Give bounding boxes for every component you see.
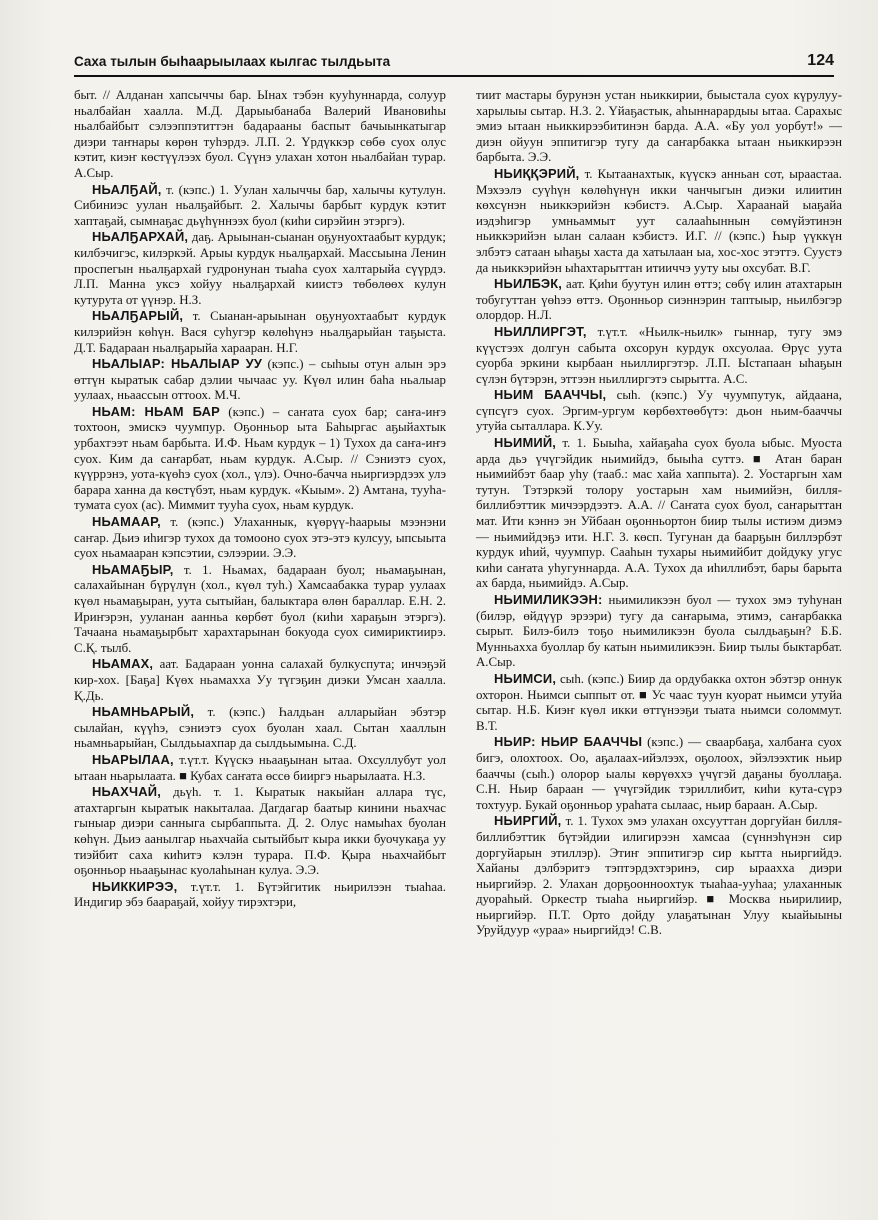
dictionary-entry	[74, 356, 446, 404]
entry-headword: НЬАЛЫАР: НЬАЛЫАР УУ	[92, 356, 263, 372]
entry-headword: НЬАРЫЛАА,	[92, 751, 174, 767]
entry-headword: НЬАМ: НЬАМ БАР	[92, 403, 220, 419]
dictionary-entry	[476, 166, 842, 276]
entry-headword: НЬАМАҔЫР,	[92, 561, 174, 577]
entry-definition: быт. // Алданан хапсыччы бар. Ынах тэбэн кууһуннарда, солуур ньалбайан хаалла. М.Д. Дарыыбанаба Валерий Ивановиһы ньалбайбыт сэлээппэтиттэн бадарааны баспыт бачыынкатыгар диэри таҥнары көрөн туһэрдэ. Л.П. 2. Үрдүккэр сөбө суох олус кэтит, киэҥ көстүүлээх буол. Сүүнэ улахан хотон ньалбайан турар. А.Сыр.	[74, 88, 446, 180]
entry-definition: (кэпс.) – сыһыы отун алын эрэ өттүн кыратык сабар дэлии чычаас уу. Күөл илин баһа ньалыар уулаах, ньаассын оттоох. М.Ч.	[74, 357, 446, 403]
dictionary-entry	[476, 592, 842, 671]
entry-headword: НЬАЛҔАРЫЙ,	[92, 308, 184, 324]
dictionary-entry	[74, 752, 446, 784]
entry-headword: НЬАМНЬАРЫЙ,	[92, 704, 195, 720]
dictionary-entry	[74, 784, 446, 879]
dictionary-entry	[476, 813, 842, 939]
entry-headword: НЬИМ БААЧЧЫ,	[494, 387, 607, 403]
entry-headword: НЬИРГИЙ,	[494, 813, 562, 829]
header-rule	[74, 75, 834, 77]
dictionary-entry	[476, 734, 842, 813]
page-number: 124	[807, 52, 834, 69]
left-column	[74, 88, 446, 911]
dictionary-entry	[476, 324, 842, 387]
entry-headword: НЬИМИЙ,	[494, 435, 557, 451]
entry-definition: (кэпс.) – саҥата суох бар; саҥа-иҥэ тохтоон, эмискэ чуумпур. Оҕонньор ыта Баһыргас аҕыйахтык урбахтээт ньам барбыта. И.Ф. Ньам курдук – 1) Тухох да саҥа-иҥэ суох. Ким да саҥарбат, ньам курдук. А.Сыр. // Сэниэтэ суох, күүррэнэ, уота-күөһэ суох (хол., үлэ). Очно-бачча ньиргиэрдээх улэ барара ханна да көстүбэт, ньам курдук. «Кыым». 2) Амтана, тууһа-тумата суох (ас). Миммит тууһа суох, ньам курдук.	[74, 404, 446, 513]
entry-definition: сыһ. (кэпс.) Биир да ордубакка охтон эбэтэр оннук охторон. Ньимси сыппыт от. ■ Ус чаас туун куорат ньимси утуйа сытар. Н.Б. Киэҥ күөл икки өттүнээҕи тыата ньимси соломмут. В.Т.	[476, 671, 842, 733]
dictionary-entry	[476, 435, 842, 592]
dictionary-entry	[74, 308, 446, 356]
entry-headword: НЬИЛЛИРГЭТ,	[494, 323, 587, 339]
entry-definition: ньимиликээн буол — тухох эмэ туһунан (билэр, өйдүүр эрээри) тугу да саҥарыма, этимэ, саҥарбакка сырыт. Билэ-билэ тоҕо ньимиликээн буола сылдьаҕын? Б.Б. Мунньахха буоллар бу катын ньимиликээн. Биир тылы быктарбат. А.Сыр.	[476, 593, 842, 670]
dictionary-entry	[74, 704, 446, 752]
entry-definition: т. (кэпс.) Улаханнык, күөрүү-һаарыы мээнэни саҥар. Дьиэ иһигэр тухох да томооно суох этэ-этэ кулсуу, ыпсыыта суох ньамааран кэпсэтии, сэлээрии. Э.Э.	[74, 515, 446, 561]
entry-definition: т. 1. Быыһа, хайаҕаһа суох буола ыбыс. Муоста арда дьэ үчүгэйдик ньимийдэ, быыһа суттэ. ■ Атан баран ньимийбэт баар уһу (тааб.: мас хайа хаппыта). 2. Уостаргын хам тутун. Тэтэркэй толору уостарын хам ньимийэн, билля-биллибэттик мичээрдээтэ. А.А. // Саҥата суох буол, саҥарыттан мат. Ити кэннэ эн Уйбаан оҕонньортон биир тылы истиэм диэмэ — ньимийдэҕэ ити. Н.Г. 3. көсп. Тугунан да баарҕын биллэрбэт курдук иһий, чуумпур. Сааһын тухары ньимийбит дойдуку угус киһи саҥата уһугуннарда. А.А. Тухох да иһиллибэт, бары барыта ах барда, ньимийдэ. А.Сыр.	[476, 436, 842, 591]
entry-definition: даҕ. Арыынан-сыанан оҕунуохтаабыт курдук; килбэчигэс, килэркэй. Арыы курдук ньалҕархай. Массыына Ленин проспегын ньалҕархай гудронунан тыаһа суох халтарыйа сүүрдэ. Л.П. Манна уксэ хойуу ньалҕархай киистэ төбөлөөх кулун кутурута от үүнэр. Н.З.	[74, 230, 446, 307]
dictionary-entry	[74, 656, 446, 704]
dictionary-entry	[74, 514, 446, 562]
entry-definition: аат. Қиһи буутун илин өттэ; сөбү илин атахтарын тобугуттан үөһээ өттэ. Оҕонньор сиэннэрин таптыыр, ньилбэгэр олордор. Н.Л.	[476, 277, 842, 323]
entry-definition: тиит мастары бурунэн устан ньиккирии, быыстала суох күрулуу-харылыы сытар. Н.З. 2. Үйаҕастык, аһыннарардыы ытаа. Сарахыс эмиэ ытаан ньиккирээбитинэн барда. А.А. «Бу уол уорбут!» — диэн ойуун эппитигэр тугу да саҥарбакка ытаан ньиккирээн барбыта. Э.Э.	[476, 88, 842, 165]
entry-headword: НЬИМИЛИКЭЭН:	[494, 592, 603, 607]
dictionary-entry	[74, 88, 446, 182]
running-head	[74, 52, 834, 74]
entry-definition: т. 1. Тухох эмэ улахан охсууттан доргуйан билля-биллибэттик бүтэйдии илигирээн хамсаа (сүннэһүнэн сир доргуйарын этиллэр). Этиҥ эппитигэр сир кытта ньиргийдэ. Хайаны дэлбэритэ тэптэрдэхтэринэ, сир ыраахха диэри ньиргийэр. 2. Улахан дорҕоонноохтук тыаһаа-ууһаа; улаханнык дуораһый. Оркестр тыаһа ньиргийэр. ■ Москва ньирилиир, ньиргийэр. П.Т. Орто дойду улаҕатынан Улуу кыайыыны Уруйдуур «ураа» ньиргийдэ! С.В.	[476, 814, 843, 938]
entry-headword: НЬИР: НЬИР БААЧЧЫ	[494, 734, 643, 750]
entry-definition: т. (кэпс.) 1. Уулан халыччы бар, халычы кутулун. Сибиниэс уулан ньалҕайбыт. 2. Халычы барбыт курдук кэтит хаптаҕай, сымнаҕас дьүһүннээх буол (киһи сирэйин этэргэ).	[74, 182, 446, 228]
entry-headword: НЬИМСИ,	[494, 670, 557, 686]
entry-definition: (кэпс.) — сваарбаҕа, халбаҥа суох бигэ, олохтоох. Оо, аҕалаах-ийэлээх, оҕолоох, эйэлээхтик ньир бааччы (сыһ.) олорор ыалы көрүөххэ үчүгэй даҕаны буоллаҕа. С.Н. Ньир бараан — үчүгэйдик тэриллибит, киһи кута-сүрэ тохтуур. Букай оҕонньор ураһата сылаас, ньир бараан. А.Сыр.	[476, 735, 842, 812]
entry-definition: т. 1. Ньамах, бадараан буол; ньамаҕынан, салахайынан бүрүлүн (хол., күөл туһ.) Хамсаабакка турар уулаах күөл ньамаҕыран, уута сытыйан, балыктара өлөн бараллар. Е.Н. 2. Ириҥэрэн, ууланан аанньа көрбөт буол (киһи хараҕын этэргэ). Тачаана ньамаҕырбыт харахтарынан бокуода суох симириктиирэ. С.Қ. тылб.	[74, 562, 446, 655]
entry-definition: т.үт.т. «Ньилк-ньилк» гыннар, тугу эмэ күүстээх долгун сабыта охсорун курдук охсуолаа. Өрүс уута суорба эркини кырбаан ньиллиргэтэр. Л.П. Ыстапаан ыһаҕын сүлэн бүтэрэн, эттээн ньиллиргэтэ сырытта. А.С.	[476, 324, 842, 386]
dictionary-entry	[74, 562, 446, 657]
entry-definition: т. (кэпс.) Һалдьан алларыйан эбэтэр сылайан, күүһэ, сэниэтэ суох буолан хаал. Сытан хааллын ньамньарыйан, Сылдьыахпар да сылдьымына. С.Д.	[74, 705, 446, 751]
dictionary-entry	[74, 229, 446, 308]
dictionary-entry	[476, 671, 842, 734]
entry-definition: сыһ. (кэпс.) Уу чуумпутук, айдаана, сүпсүгэ суох. Эргим-ургум көрбөхтөөбүтэ: дьон ньим-бааччы утуйа сыталлара. К.Уу.	[476, 388, 842, 434]
entry-headword: НЬАЛҔАЙ,	[92, 181, 162, 197]
entry-headword: НЬАМАХ,	[92, 656, 154, 672]
entry-definition: т.үт.т. 1. Бүтэйгитик ньирилээн тыаһаа. Индигир эбэ баараҕай, хойуу тирэхтэри,	[74, 879, 446, 910]
dictionary-entry	[476, 88, 842, 166]
dictionary-entry	[74, 404, 446, 514]
entry-definition: т. Кытаанахтык, күүскэ анньан сот, ыраастаа. Мэхээлэ суүһүн көлөһүнүн икки чанчыгын диэки илиитин көхсүнэн ньиккэрийэн кэбистэ. А.Сыр. Хараанай ыаҕайа иэдэһигэр умньаммыт уут салааһыннын сөмүйэтинэн ньиккэрийэн ылан салаан кэбистэ. И.Г. // (кэпс.) Һыр үүккүн элбэтэ сатаан ыһаҕы хаста да хатылаан ыа, хос-хос этэттэ. Суустэ да ньиккэрийэн ыһахтарыттан итииччэ ууту ыы охсубат. В.Г.	[476, 166, 842, 275]
entry-definition: т. Сыанан-арыынан оҕунуохтаабыт курдук килэрийэн көһүн. Вася суһугэр көлөһүнэ ньалҕарыйан таҕыста. Д.Т. Бадараан ньалҕарыйа харааран. Н.Г.	[74, 309, 446, 355]
entry-headword: НЬИЛБЭК,	[494, 276, 563, 292]
entry-headword: НЬИҚҚЭРИЙ,	[494, 165, 580, 181]
dictionary-entry	[74, 182, 446, 230]
entry-headword: НЬИККИРЭЭ,	[92, 878, 178, 894]
entry-definition: дьүһ. т. 1. Кыратык накыйан аллара түс, атахтаргын кыратык накыталаа. Дагдагар баатыр кинини ньахчас гыныар диэри санныга сырбаппыта. Д. 2. Олус намыһах буолан көһүн. Дьиэ аанылгар ньахчайа сытыйбыт кыра икки буочукаҕа уу тиэйбит саха киһитэ кэлэн турара. П.Ф. Қыра ньахчайбыт оҕонньор ньааҕынас куолаһынан кулуа. Э.Э.	[74, 785, 446, 878]
entry-definition: т.үт.т. Күүскэ ньааҕынан ытаа. Охсуллубут уол ытаан ньарылаата. ■ Кубах саҥата өссө бииргэ ньарылаата. Н.З.	[74, 752, 446, 783]
dictionary-entry	[74, 879, 446, 911]
right-column	[476, 88, 842, 939]
entry-headword: НЬАЛҔАРХАЙ,	[92, 229, 189, 245]
dictionary-entry	[476, 276, 842, 324]
entry-headword: НЬАХЧАЙ,	[92, 784, 161, 800]
dictionary-entry	[476, 387, 842, 435]
entry-headword: НЬАМААР,	[92, 514, 161, 530]
book-title: Саха тылын быһаарыылаах кылгас тылдьыта	[74, 54, 391, 69]
entry-definition: аат. Бадараан уонна салахай булкуспута; инчэҕэй кир-хох. [Баҕа] Күөх ньамахха Уу түгэҕин диэки Умсан хаалла. Қ.Дь.	[74, 657, 446, 703]
